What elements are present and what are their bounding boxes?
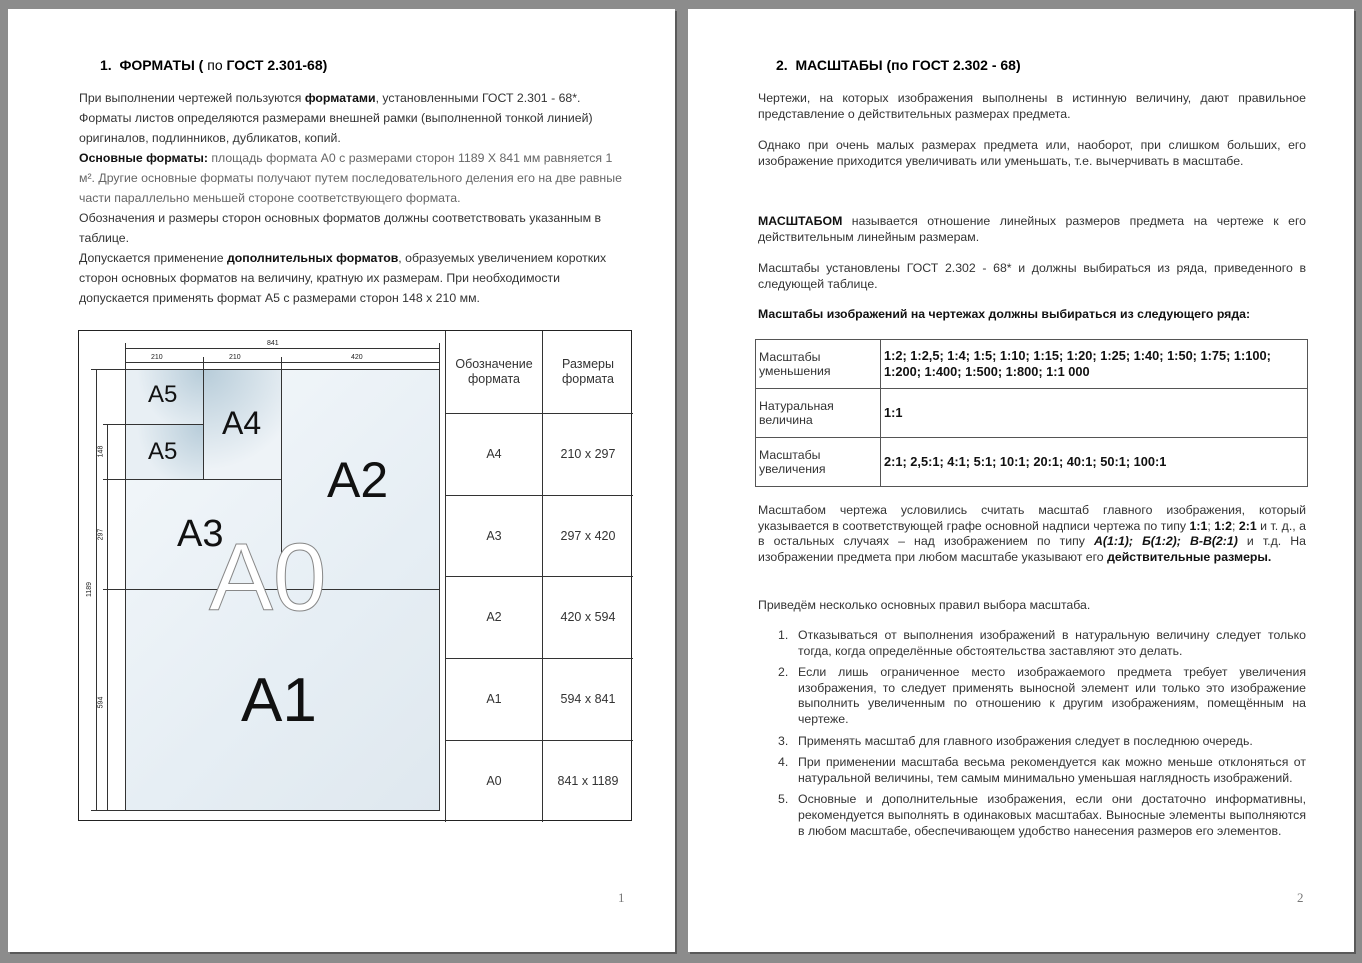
label-a0: A0 bbox=[209, 524, 327, 631]
dim-1189: 1189 bbox=[86, 581, 94, 598]
list-item: 5. Основные и дополнительные изображения, если они достаточно информативны, рекомендуется выполнять в одинаковых масштабах. Выносные элементы выполняются в любом масштабе, обеспечивающем удобство нанесения размеров его элементов. bbox=[778, 792, 1306, 838]
label-a1: A1 bbox=[241, 666, 317, 735]
table-header-sizes: Размеры формата bbox=[562, 357, 614, 386]
scales-table-caption: Масштабы изображений на чертежах должны выбираться из следующего ряда: bbox=[758, 307, 1251, 321]
designations-text: Обозначения и размеры сторон основных форматов должны соответствовать указанным в таблице. bbox=[79, 211, 602, 245]
label-a3: A3 bbox=[177, 513, 224, 555]
dim-297: 297 bbox=[97, 528, 105, 541]
dim-420: 420 bbox=[351, 354, 363, 361]
scale-rules-list bbox=[778, 628, 1306, 845]
table-row-name: А1 bbox=[486, 692, 502, 706]
table-row bbox=[756, 340, 1308, 389]
list-item: 1. Отказываться от выполнения изображений в натуральную величину следует только тогда, когда определённые обстоятельства заставляют это делать. bbox=[778, 628, 1306, 658]
table-row-name: А3 bbox=[486, 528, 502, 543]
section-heading-scales: 2. МАСШТАБЫ (по ГОСТ 2.302 - 68) bbox=[776, 57, 1021, 73]
label-a2: A2 bbox=[327, 452, 389, 508]
table-row-size: 420 x 594 bbox=[560, 610, 616, 624]
list-item: 3. Применять масштаб для главного изображения следует в последнюю очередь. bbox=[778, 733, 1253, 748]
table-row-size: 297 x 420 bbox=[560, 528, 616, 543]
scale-row-name: Натуральная величина bbox=[756, 389, 881, 438]
table-header-designation: Обозначение формата bbox=[455, 357, 533, 386]
list-item: 2. Если лишь ограниченное место изображаемого предмета требует увеличения изображения, то следует применять выносной элемент или только это изображение выполнить увеличенным по отношению к другим изображениям, помещённым на чертеже. bbox=[778, 665, 1306, 726]
page-number: 1 bbox=[618, 890, 625, 905]
formats-figure bbox=[78, 330, 632, 821]
basic-formats-label: Основные форматы: bbox=[79, 151, 208, 165]
table-row-size: 841 x 1189 bbox=[557, 774, 619, 788]
dim-148: 148 bbox=[97, 445, 105, 458]
page-number: 2 bbox=[1297, 890, 1304, 905]
scales-paragraph-4: Масштабы установлены ГОСТ 2.302 - 68* и должны выбираться из ряда, приведенного в следующей таблице. bbox=[758, 261, 1306, 291]
rules-intro: Приведём несколько основных правил выбора масштаба. bbox=[758, 598, 1091, 612]
dim-841: 841 bbox=[267, 340, 279, 347]
table-row bbox=[756, 389, 1308, 438]
scale-row-name: Масштабы уменьшения bbox=[756, 340, 881, 389]
table-row-name: А4 bbox=[486, 447, 502, 461]
scales-paragraph-1: Чертежи, на которых изображения выполнены в истинную величину, дают правильное представление о действительных размерах предмета. bbox=[758, 91, 1306, 121]
document-page-2 bbox=[688, 9, 1354, 952]
label-a4: A4 bbox=[222, 405, 262, 441]
dim-210-b: 210 bbox=[229, 354, 241, 361]
table-row bbox=[756, 438, 1308, 487]
table-row-name: А2 bbox=[486, 610, 502, 624]
dim-210-a: 210 bbox=[151, 354, 163, 361]
formats-intro-paragraph: При выполнении чертежей пользуются форматами, установленными ГОСТ 2.301 - 68*. Форматы листов определяются размерами внешней рамки (выполненной тонкой линией) оригиналов, подлинников, дубликатов, копий. Основные форматы: площадь формата А0 с размерами сторон 1189 X 841 мм равняется 1 м². Другие основные форматы получают путем последовательного деления его на две равные части параллельно меньшей стороне соответствующего формата. Обозначения и размеры сторон основных форматов должны соответствовать указанным в таблице. Допускается применение дополнительных форматов, образуемых увеличением коротких сторон основных форматов на величину, кратную их размерам. При необходимости допускается применять формат А5 с размерами сторон 148 x 210 мм. bbox=[79, 91, 622, 305]
scales-definition-paragraph: МАСШТАБОМ называется отношение линейных размеров предмета на чертеже к его действительным линейным размерам. bbox=[758, 214, 1306, 244]
drawing-scale-paragraph: Масштабом чертежа условились считать масштаб главного изображения, который указывается в соответствующей графе основной надписи чертежа по типу 1:1; 1:2; 2:1 и т. д., а в остальных случаях – над изображением по типу А(1:1); Б(1:2); В-В(2:1) и т.д. На изображении предмета при любом масштабе указывают его действительные размеры. bbox=[758, 503, 1307, 565]
scale-row-values: 2:1; 2,5:1; 4:1; 5:1; 10:1; 20:1; 40:1; 50:1; 100:1 bbox=[881, 438, 1308, 487]
scale-row-values: 1:1 bbox=[881, 389, 1308, 438]
label-a5-top: A5 bbox=[148, 381, 178, 408]
scales-paragraph-2: Однако при очень малых размерах предмета или, наоборот, при слишком больших, его изображение приходится увеличивать или уменьшать, т.е. вычерчивать в масштабе. bbox=[758, 138, 1306, 168]
section-heading-formats: 1. ФОРМАТЫ ( по ГОСТ 2.301-68) bbox=[100, 57, 328, 73]
table-row-name: А0 bbox=[486, 774, 502, 788]
table-row-size: 210 x 297 bbox=[560, 447, 616, 461]
dim-594: 594 bbox=[97, 696, 105, 709]
scale-row-values: 1:2; 1:2,5; 1:4; 1:5; 1:10; 1:15; 1:20; 1:25; 1:40; 1:50; 1:75; 1:100; 1:200; 1:400; 1:500; 1:800; 1:1 000 bbox=[881, 340, 1308, 389]
label-a5-bottom: A5 bbox=[148, 438, 178, 465]
document-page-1 bbox=[8, 9, 675, 952]
table-row-size: 594 x 841 bbox=[560, 692, 616, 706]
list-item: 4. При применении масштаба весьма рекомендуется как можно меньше отклоняться от натуральной величины, тем самым минимально уменьшая наглядность изображений. bbox=[778, 755, 1306, 785]
scales-table bbox=[755, 339, 1308, 487]
scale-row-name: Масштабы увеличения bbox=[756, 438, 881, 487]
